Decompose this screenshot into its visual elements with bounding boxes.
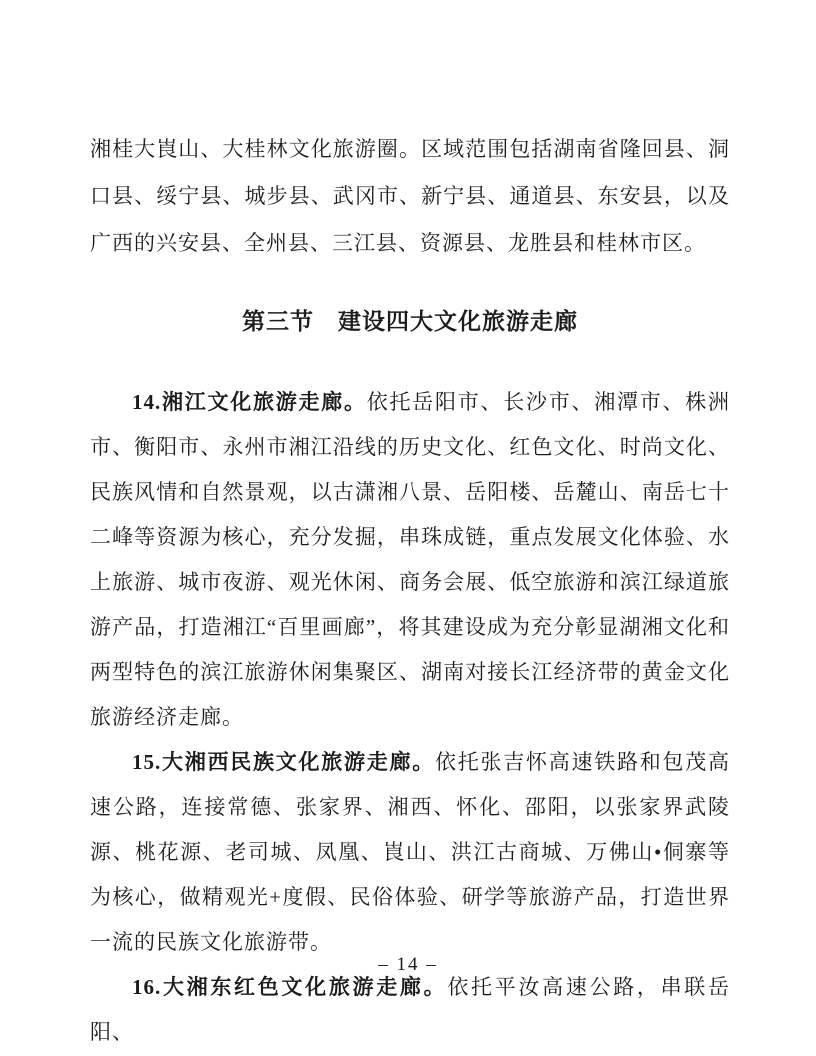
item-14-lead: 14.湘江文化旅游走廊。 (132, 390, 367, 414)
page-number: – 14 – (378, 954, 438, 975)
paragraph-item-14 (90, 380, 730, 740)
item-16-text: 依托平汝高速公路，串联岳阳、 (90, 975, 731, 1044)
page-content (90, 0, 730, 1055)
item-16-lead: 16.大湘东红色文化旅游走廊。 (132, 975, 448, 999)
item-15-lead: 15.大湘西民族文化旅游走廊。 (132, 750, 435, 774)
item-15-text: 依托张吉怀高速铁路和包茂高速公路，连接常德、张家界、湘西、怀化、邵阳，以张家界武陵源、桃花源、老司城、凤凰、崀山、洪江古商城、万佛山•侗寨等为核心，做精观光+度假、民俗体验、研学等旅游产品，打造世界一流的民族文化旅游带。 (90, 750, 730, 954)
page-footer (0, 950, 816, 980)
intro-paragraph: 湘桂大崀山、大桂林文化旅游圈。区域范围包括湖南省隆回县、洞口县、绥宁县、城步县、武冈市、新宁县、通道县、东安县，以及广西的兴安县、全州县、三江县、资源县、龙胜县和桂林市区。 (90, 137, 730, 255)
paragraph-item-15 (90, 740, 730, 965)
section-heading: 第三节 建设四大文化旅游走廊 (242, 309, 578, 334)
item-14-text: 依托岳阳市、长沙市、湘潭市、株洲市、衡阳市、永州市湘江沿线的历史文化、红色文化、时尚文化、民族风情和自然景观，以古潇湘八景、岳阳楼、岳麓山、南岳七十二峰等资源为核心，充分发掘，串珠成链，重点发展文化体验、水上旅游、城市夜游、观光休闲、商务会展、低空旅游和滨江绿道旅游产品，打造湘江“百里画廊”，将其建设成为充分彰显湖湘文化和两型特色的滨江旅游休闲集聚区、湖南对接长江经济带的黄金文化旅游经济走廊。 (90, 390, 730, 729)
